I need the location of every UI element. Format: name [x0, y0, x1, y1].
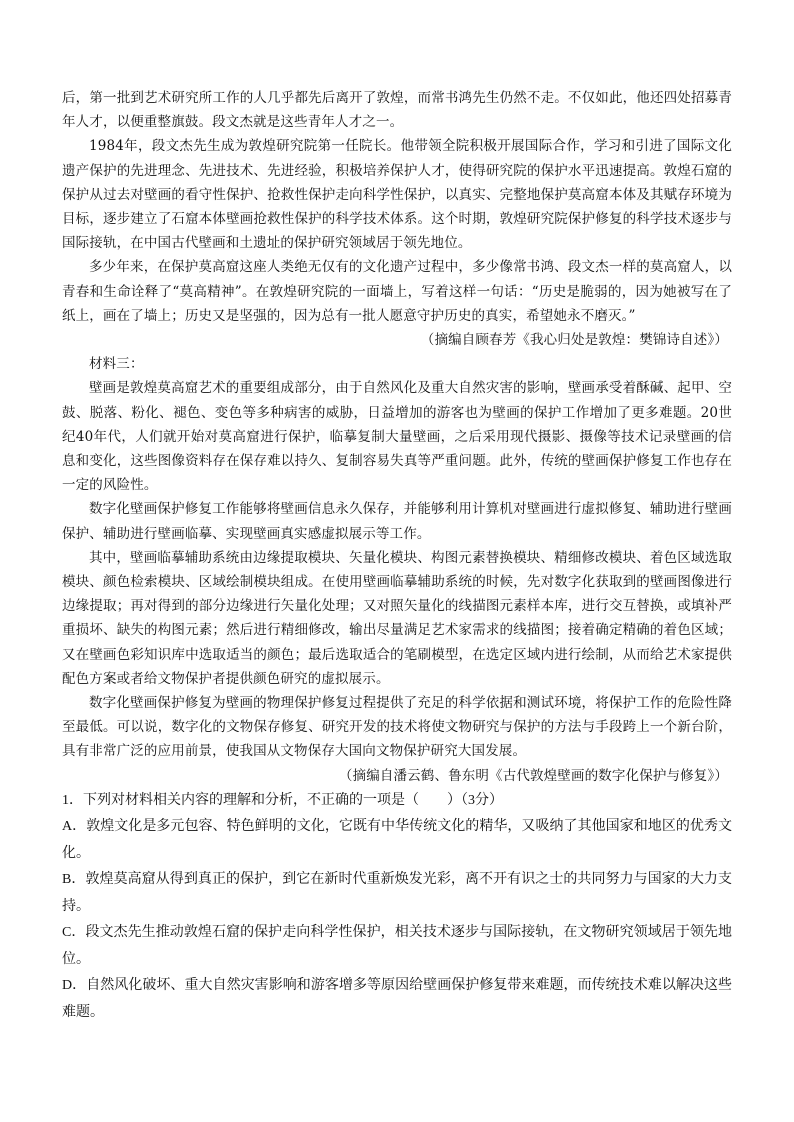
source-citation-2: （摘编自潘云鹤、鲁东明《古代敦煌壁画的数字化保护与修复》）	[338, 767, 728, 784]
paragraph-duan-wenjie: 1984年，段文杰先生成为敦煌研究院第一任院长。他带领全院积极开展国际合作，学习和引进了国际文化遗产保护的先进理念、先进技术、先进经验，积极培养保护人才，使得研究院的保护水平迅速提高。敦煌石窟的保护从过去对壁画的看守性保护、抢救性保护走向科学性保护，以真实、完整地保护莫高窟本体及其赋存环境为目标，逐步建立了石窟本体壁画抢救性保护的科学技术体系。这个时期，敦煌研究院保护修复的科学技术逐步与国际接轨，在中国古代壁画和土遗址的保护研究领域居于领先地位。	[62, 138, 732, 252]
paragraph-continued: 后，第一批到艺术研究所工作的人几乎都先后离开了敦煌，而常书鸿先生仍然不走。不仅如此，他还四处招募青年人才，以便重整旗鼓。段文杰就是这些青年人才之一。	[62, 90, 732, 131]
reading-passage	[62, 86, 732, 788]
paragraph-mural-threats: 壁画是敦煌莫高窟艺术的重要组成部分，由于自然风化及重大自然灾害的影响，壁画承受着酥碱、起甲、空鼓、脱落、粉化、褪色、变色等多种病害的威胁，日益增加的游客也为壁画的保护工作增加了更多难题。20世纪40年代，人们就开始对莫高窟进行保护，临摹复制大量壁画，之后采用现代摄影、摄像等技术记录壁画的信息和变化，这些图像资料存在保存难以持久、复制容易失真等严重问题。此外，传统的壁画保护修复工作也存在一定的风险性。	[62, 380, 732, 494]
question-stem: 1．下列对材料相关内容的理解和分析，不正确的一项是（ ）（3分）	[62, 792, 503, 808]
paragraph-digital-significance: 数字化壁画保护修复为壁画的物理保护修复过程提供了充足的科学依据和测试环境，将保护工作的危险性降至最低。可以说，数字化的文物保存修复、研究开发的技术将使文物研究与保护的方法与手段跨上一个新台阶，具有非常广泛的应用前景，使我国从文物保存大国向文物保护研究大国发展。	[62, 695, 732, 760]
paragraph-digital-preservation: 数字化壁画保护修复工作能够将壁画信息永久保存，并能够利用计算机对壁画进行虚拟修复、辅助进行壁画保护、辅助进行壁画临摹、实现壁画真实感虚拟展示等工作。	[62, 501, 732, 542]
question-1	[62, 788, 732, 1027]
source-citation-1: （摘编自顾春芳《我心归处是敦煌：樊锦诗自述》）	[420, 332, 728, 349]
material-three-label: 材料三：	[89, 356, 144, 373]
option-b[interactable]: B．敦煌莫高窟从得到真正的保护，到它在新时代重新焕发光彩，离不开有识之士的共同努力与国家的大力支持。	[62, 872, 732, 914]
paragraph-copy-assist-system: 其中，壁画临摹辅助系统由边缘提取模块、矢量化模块、构图元素替换模块、精细修改模块、着色区域选取模块、颜色检索模块、区域绘制模块组成。在使用壁画临摹辅助系统的时候，先对数字化获取到的壁画图像进行边缘提取；再对得到的部分边缘进行矢量化处理；又对照矢量化的线描图元素样本库，进行交互替换，或填补严重损坏、缺失的构图元素；然后进行精细修改，输出尽量满足艺术家需求的线描图；接着确定精确的着色区域；又在壁画色彩知识库中选取适当的颜色；最后选取适合的笔刷模型，在选定区域内进行绘制，从而给艺术家提供配色方案或者给文物保护者提供颜色研究的虚拟展示。	[62, 549, 732, 687]
option-c[interactable]: C．段文杰先生推动敦煌石窟的保护走向科学性保护，相关技术逐步与国际接轨，在文物研究领域居于领先地位。	[62, 925, 732, 967]
paragraph-mogao-spirit: 多少年来，在保护莫高窟这座人类绝无仅有的文化遗产过程中，多少像常书鸿、段文杰一样的莫高窟人，以青春和生命诠释了“莫高精神”。在敦煌研究院的一面墙上，写着这样一句话：“历史是脆弱的，因为她被写在了纸上，画在了墙上；历史又是坚强的，因为总有一批人愿意守护历史的真实，希望她永不磨灭。”	[62, 259, 732, 324]
option-d[interactable]: D．自然风化破坏、重大自然灾害影响和游客增多等原因给壁画保护修复带来难题，而传统技术难以解决这些难题。	[62, 978, 732, 1020]
option-a[interactable]: A．敦煌文化是多元包容、特色鲜明的文化，它既有中华传统文化的精华，又吸纳了其他国家和地区的优秀文化。	[62, 819, 732, 861]
